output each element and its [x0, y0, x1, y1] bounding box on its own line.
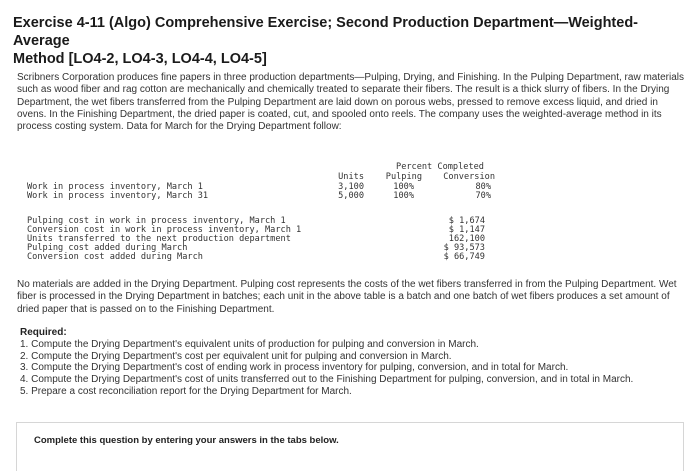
cost-row-value: $ 93,573	[443, 243, 485, 253]
wip-row-label: Work in process inventory, March 31	[27, 191, 209, 201]
title-line-2: Method [LO4-2, LO4-3, LO4-4, LO4-5]	[13, 51, 267, 67]
cost-row-label: Units transferred to the next production department	[27, 234, 291, 244]
cost-row-label: Pulping cost in work in process inventory, March 1	[27, 216, 286, 226]
wip-row-conversion: 70%	[475, 191, 491, 201]
cost-row-value: $ 66,749	[443, 252, 485, 262]
required-item: 4. Compute the Drying Department's cost of units transferred out to the Finishing Department for pulping, conversion, and in total in March.	[20, 374, 634, 386]
wip-row-pulping: 100%	[393, 182, 414, 192]
required-item: 3. Compute the Drying Department's cost of ending work in process inventory for pulping, conversion, and in total for March.	[20, 362, 569, 374]
exercise-title	[13, 14, 683, 68]
percent-completed-header: Percent Completed	[396, 162, 484, 172]
data-table	[27, 163, 507, 273]
required-list	[20, 339, 660, 398]
cost-row-value: $ 1,147	[448, 225, 485, 235]
intro-paragraph: Scribners Corporation produces fine papers in three production departments—Pulping, Drying, and Finishing. In the Pulping Department, raw materials such as wood fiber and rag cotton are mechanically and chemically treated to separate their fibers. The result is a thick slurry of fibers. In the Drying Department, the wet fibers transferred from the Pulping Department are laid down on porous webs, pressed to remove excess liquid, and dried in ovens. In the Finishing Department, the dried paper is coated, cut, and spooled onto reels. The company uses the weighted-average method in its process costing system. Data for March for the Drying Department follow:	[17, 72, 685, 133]
wip-row-pulping: 100%	[393, 191, 414, 201]
complete-question-instruction: Complete this question by entering your answers in the tabs below.	[34, 435, 339, 446]
cost-row-value: 162,100	[448, 234, 485, 244]
cost-row-label: Conversion cost added during March	[27, 252, 203, 262]
required-item: 1. Compute the Drying Department's equivalent units of production for pulping and conversion in March.	[20, 339, 479, 350]
materials-note-paragraph: No materials are added in the Drying Department. Pulping cost represents the costs of the wet fibers transferred in from the Pulping Department. Wet fiber is processed in the Drying Department in batches; each unit in the above table is a batch and one batch of wet fibers produces a set amount of dried paper that is passed on to the Finishing Department.	[17, 279, 677, 315]
cost-row-label: Conversion cost in work in process inventory, March 1	[27, 225, 302, 235]
wip-row-conversion: 80%	[475, 182, 491, 192]
conversion-header: Conversion	[443, 172, 495, 182]
answer-tabs-panel	[16, 422, 684, 471]
required-item: 5. Prepare a cost reconciliation report for the Drying Department for March.	[20, 385, 352, 397]
title-line-1: Exercise 4-11 (Algo) Comprehensive Exercise; Second Production Department—Weighted-Average	[13, 15, 639, 49]
cost-row-label: Pulping cost added during March	[27, 243, 188, 253]
units-header: Units	[338, 172, 364, 182]
required-heading: Required:	[20, 327, 67, 338]
cost-row-value: $ 1,674	[448, 216, 485, 226]
required-item: 2. Compute the Drying Department's cost per equivalent unit for pulping and conversion in March.	[20, 350, 452, 362]
wip-row-label: Work in process inventory, March 1	[27, 182, 203, 192]
wip-row-units: 3,100	[338, 182, 364, 192]
wip-row-units: 5,000	[338, 191, 364, 201]
pulping-header: Pulping	[385, 172, 422, 182]
